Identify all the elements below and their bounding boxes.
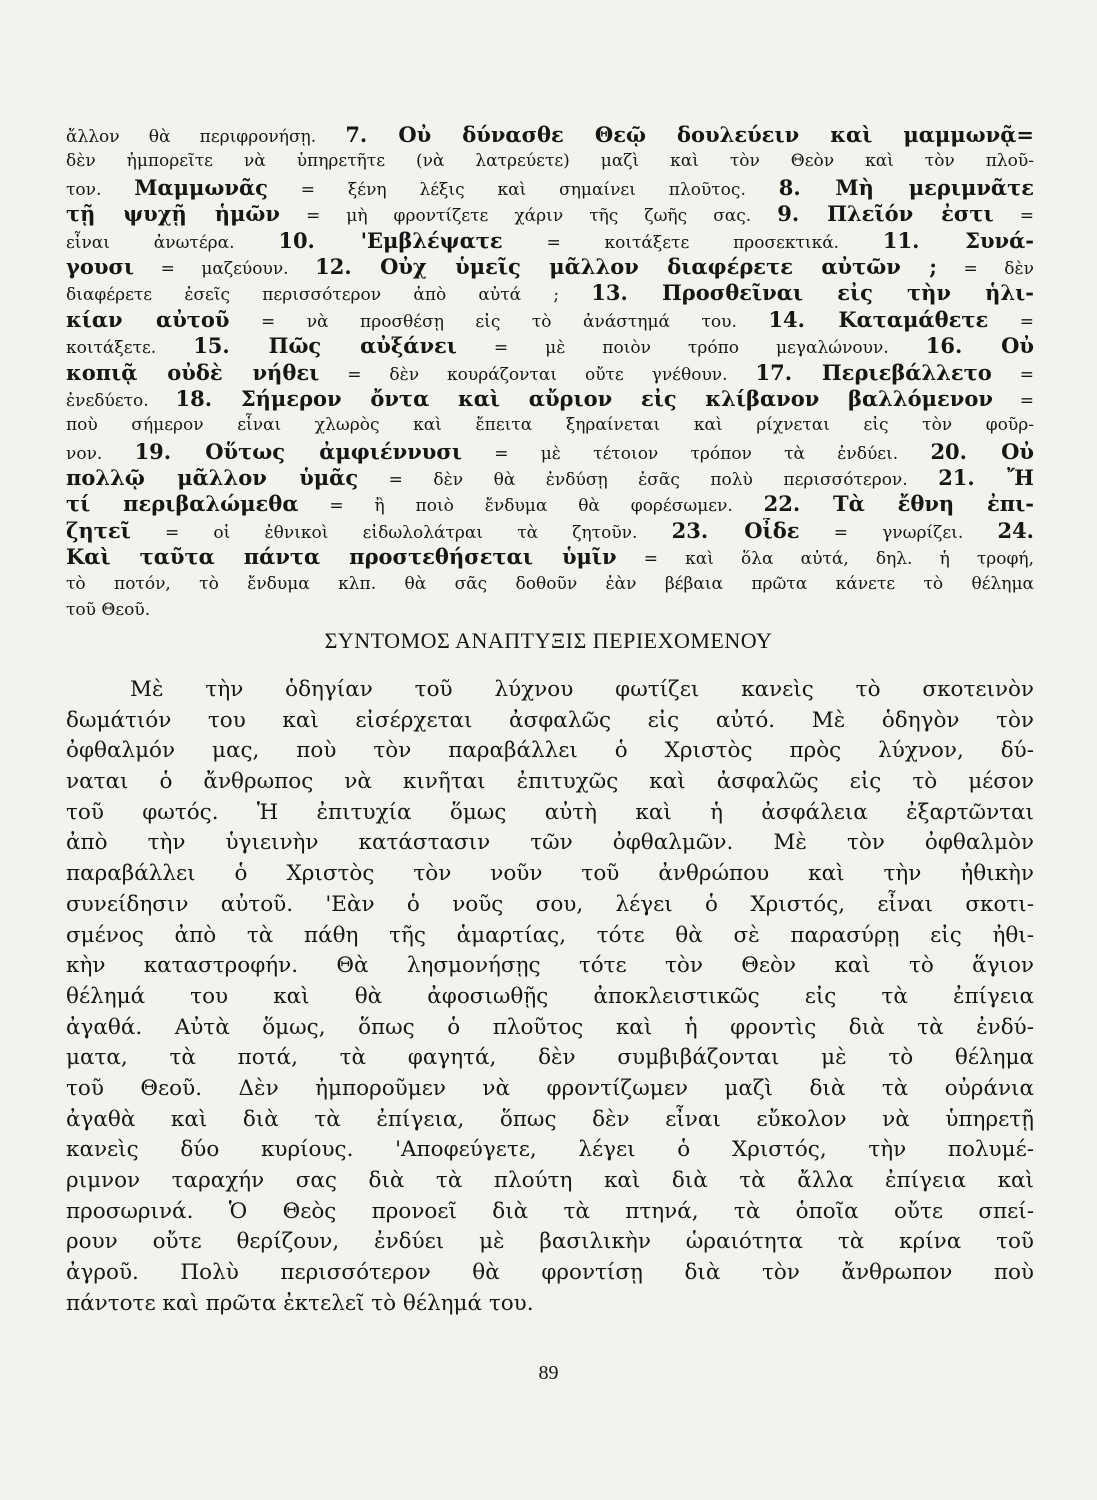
note-gloss: = δὲν κουράζονται οὔτε γνέθουν.	[319, 364, 756, 385]
note-line	[66, 491, 1034, 517]
body-line: συνείδησιν αὐτοῦ. 'Εὰν ὁ νοῦς σου, λέγει ὁ Χριστός, εἶναι σκοτι-	[66, 891, 1034, 917]
note-gloss: =	[991, 364, 1034, 385]
note-term: Καὶ ταῦτα πάντα προστεθήσεται ὑμῖν	[66, 544, 617, 570]
note-line	[66, 412, 1034, 438]
note-term: 9. Πλεῖόν ἐστι	[777, 201, 994, 227]
note-line	[66, 386, 1034, 412]
note-gloss: =	[988, 311, 1034, 332]
note-line	[66, 597, 1034, 623]
note-term: 12. Οὐχ ὑμεῖς μᾶλλον διαφέρετε αὐτῶν ;	[315, 253, 938, 279]
note-gloss: = γνωρίζει.	[799, 522, 998, 543]
body-text	[66, 675, 1034, 1319]
body-line: προσωρινά. Ὁ Θεὸς προνοεῖ διὰ τὰ πτηνά, τὰ ὁποῖα οὔτε σπεί-	[66, 1198, 1034, 1224]
note-gloss: = μὴ φροντίζετε χάριν τῆς ζωῆς σας.	[279, 206, 778, 227]
note-term: 19. Οὕτως ἀμφιέννυσι	[134, 438, 463, 464]
note-term: 23. Οἶδε	[671, 517, 800, 543]
note-line	[66, 280, 1034, 306]
note-gloss: εἶναι ἀνωτέρα.	[66, 232, 279, 253]
note-gloss: = μαζεύουν.	[134, 258, 316, 279]
note-term: 15. Πῶς αὐξάνει	[193, 333, 457, 359]
body-line: ἀγροῦ. Πολὺ περισσότερον θὰ φροντίσῃ διὰ τὸν ἄνθρωπον ποὺ	[66, 1260, 1034, 1286]
note-gloss: =	[993, 206, 1034, 227]
note-gloss: = κοιτάξετε προσεκτικά.	[502, 232, 883, 253]
note-line	[66, 465, 1034, 491]
section-heading: ΣΥΝΤΟΜΟΣ ΑΝΑΠΤΥΞΙΣ ΠΕΡΙΕΧΟΜΕΝΟΥ	[324, 628, 773, 653]
note-term: 24.	[997, 517, 1034, 543]
note-term: 8. Μὴ μεριμνᾶτε	[778, 174, 1034, 200]
footnotes-block	[66, 122, 1034, 623]
note-gloss: = μὲ τέτοιον τρόπον τὰ ἐνδύει.	[462, 443, 931, 464]
note-gloss: διαφέρετε ἐσεῖς περισσότερον ἀπὸ αὐτά ;	[66, 285, 592, 306]
note-term: 14. Καταμάθετε	[768, 306, 989, 332]
note-term: 20. Οὐ	[930, 438, 1034, 464]
body-line: ἀγαθά. Αὐτὰ ὅμως, ὅπως ὁ πλοῦτος καὶ ἡ φροντὶς διὰ τὰ ἐνδύ-	[66, 1014, 1034, 1040]
body-line: θέλημά του καὶ θὰ ἀφοσιωθῇς ἀποκλειστικῶς εἰς τὰ ἐπίγεια	[66, 983, 1034, 1009]
body-line: κὴν καταστροφήν. Θὰ λησμονήσῃς τότε τὸν Θεὸν καὶ τὸ ἅγιον	[66, 953, 1034, 979]
page-number: 89	[538, 1362, 559, 1384]
note-line	[66, 175, 1034, 201]
note-line	[66, 544, 1034, 570]
body-line: ὀφθαλμόν μας, ποὺ τὸν παραβάλλει ὁ Χριστὸς πρὸς λύχνον, δύ-	[66, 738, 1034, 764]
note-line	[66, 307, 1034, 333]
note-gloss: κοιτάξετε.	[66, 338, 194, 359]
body-line: παραβάλλει ὁ Χριστὸς τὸν νοῦν τοῦ ἀνθρώπου καὶ τὴν ἠθικὴν	[66, 861, 1034, 887]
note-term: κίαν αὐτοῦ	[66, 306, 230, 332]
note-line	[66, 439, 1034, 465]
body-line: ρουν οὔτε θερίζουν, ἐνδύει μὲ βασιλικὴν ὡραιότητα τὰ κρίνα τοῦ	[66, 1229, 1034, 1255]
note-gloss: = δὲν	[937, 258, 1034, 279]
note-gloss: ἐνεδύετο.	[66, 390, 176, 411]
note-term: κοπιᾷ οὐδὲ νήθει	[66, 359, 320, 385]
note-gloss: = οἱ ἐθνικοὶ εἰδωλολάτραι τὰ ζητοῦν.	[130, 522, 672, 543]
note-line	[66, 571, 1034, 597]
note-line	[66, 228, 1034, 254]
note-gloss: = μὲ ποιὸν τρόπο μεγαλώνουν.	[456, 338, 926, 359]
note-term: 22. Τὰ ἔθνη ἐπι-	[763, 491, 1034, 517]
note-term: 11. Συνά-	[882, 227, 1034, 253]
note-gloss: = καὶ ὅλα αὐτά, δηλ. ἡ τροφή,	[616, 549, 1034, 570]
note-term: 10. 'Εμβλέψατε	[278, 227, 503, 253]
note-gloss: νον.	[66, 443, 135, 464]
note-gloss: = ξένη λέξις καὶ σημαίνει πλοῦτος.	[267, 179, 779, 200]
note-line	[66, 254, 1034, 280]
note-term: 21. Ἤ	[938, 465, 1034, 491]
body-line: δωμάτιόν του καὶ εἰσέρχεται ἀσφαλῶς εἰς αὐτό. Μὲ ὁδηγὸν τὸν	[66, 707, 1034, 733]
note-term: 7. Οὐ δύνασθε Θεῷ δουλεύειν καὶ μαμμωνᾷ=	[345, 122, 1034, 147]
note-term: Μαμμωνᾶς	[134, 174, 268, 200]
body-line: σμένος ἀπὸ τὰ πάθη τῆς ἁμαρτίας, τότε θὰ σὲ παρασύρῃ εἰς ἠθι-	[66, 922, 1034, 948]
note-line	[66, 122, 1034, 148]
note-line	[66, 360, 1034, 386]
body-line: κανεὶς δύο κυρίους. 'Αποφεύγετε, λέγει ὁ Χριστός, τὴν πολυμέ-	[66, 1137, 1034, 1163]
note-line	[66, 333, 1034, 359]
body-line: ἀγαθὰ καὶ διὰ τὰ ἐπίγεια, ὅπως δὲν εἶναι εὔκολον νὰ ὑπηρετῇ	[66, 1106, 1034, 1132]
note-gloss: τὸ ποτόν, τὸ ἔνδυμα κλπ. θὰ σᾶς δοθοῦν ἐὰν βέβαια πρῶτα κάνετε τὸ θέλημα	[66, 573, 1034, 594]
body-line: Μὲ τὴν ὁδηγίαν τοῦ λύχνου φωτίζει κανεὶς τὸ σκοτεινὸν	[130, 677, 1034, 702]
note-line	[66, 201, 1034, 227]
note-term: τῇ ψυχῇ ἡμῶν	[66, 201, 280, 227]
note-term: 17. Περιεβάλλετο	[755, 359, 992, 385]
note-term: τί περιβαλώμεθα	[66, 491, 299, 517]
note-term: 13. Προσθεῖναι εἰς τὴν ἡλι-	[591, 280, 1034, 306]
note-gloss: ἄλλον θὰ περιφρονήσῃ.	[66, 127, 346, 147]
body-line: ἀπὸ τὴν ὑγιεινὴν κατάστασιν τῶν ὀφθαλμῶν. Μὲ τὸν ὀφθαλμὸν	[66, 830, 1034, 856]
body-line: ριμνον ταραχήν σας διὰ τὰ πλούτη καὶ διὰ τὰ ἄλλα ἐπίγεια καὶ	[66, 1168, 1034, 1193]
note-gloss: τον.	[66, 179, 135, 200]
note-term: ζητεῖ	[66, 517, 131, 543]
note-gloss: = νὰ προσθέσῃ εἰς τὸ ἀνάστημά του.	[229, 311, 769, 332]
note-gloss: = δὲν θὰ ἐνδύσῃ ἐσᾶς πολὺ περισσότερον.	[358, 470, 939, 491]
note-term: πολλῷ μᾶλλον ὑμᾶς	[66, 465, 359, 491]
body-line: ναται ὁ ἄνθρωπος νὰ κινῆται ἐπιτυχῶς καὶ ἀσφαλῶς εἰς τὸ μέσον	[66, 769, 1034, 795]
body-line: τοῦ Θεοῦ. Δὲν ἠμποροῦμεν νὰ φροντίζωμεν μαζὶ διὰ τὰ οὐράνια	[66, 1075, 1034, 1101]
note-gloss: τοῦ Θεοῦ.	[66, 600, 151, 621]
note-gloss: = ἢ ποιὸ ἔνδυμα θὰ φορέσωμεν.	[298, 496, 764, 517]
note-gloss: δὲν ἠμπορεῖτε νὰ ὑπηρετῆτε (νὰ λατρεύετε) μαζὶ καὶ τὸν Θεὸν καὶ τὸν πλοῦ-	[66, 151, 1034, 172]
note-line	[66, 518, 1034, 544]
note-gloss: =	[992, 390, 1034, 411]
note-gloss: ποὺ σήμερον εἶναι χλωρὸς καὶ ἔπειτα ξηραίνεται καὶ ρίχνεται εἰς τὸν φοῦρ-	[66, 415, 1034, 436]
note-line	[66, 148, 1034, 174]
body-line: πάντοτε καὶ πρῶτα ἐκτελεῖ τὸ θέλημά του.	[66, 1290, 534, 1316]
note-term: γουσι	[66, 253, 135, 279]
body-line: τοῦ φωτός. Ἡ ἐπιτυχία ὅμως αὐτὴ καὶ ἡ ἀσφάλεια ἐξαρτῶνται	[66, 799, 1034, 825]
note-term: 18. Σήμερον ὄντα καὶ αὔριον εἰς κλίβανον βαλλόμενον	[175, 385, 993, 411]
body-line: ματα, τὰ ποτά, τὰ φαγητά, δὲν συμβιβάζονται μὲ τὸ θέλημα	[66, 1045, 1034, 1071]
note-term: 16. Οὐ	[925, 333, 1034, 359]
